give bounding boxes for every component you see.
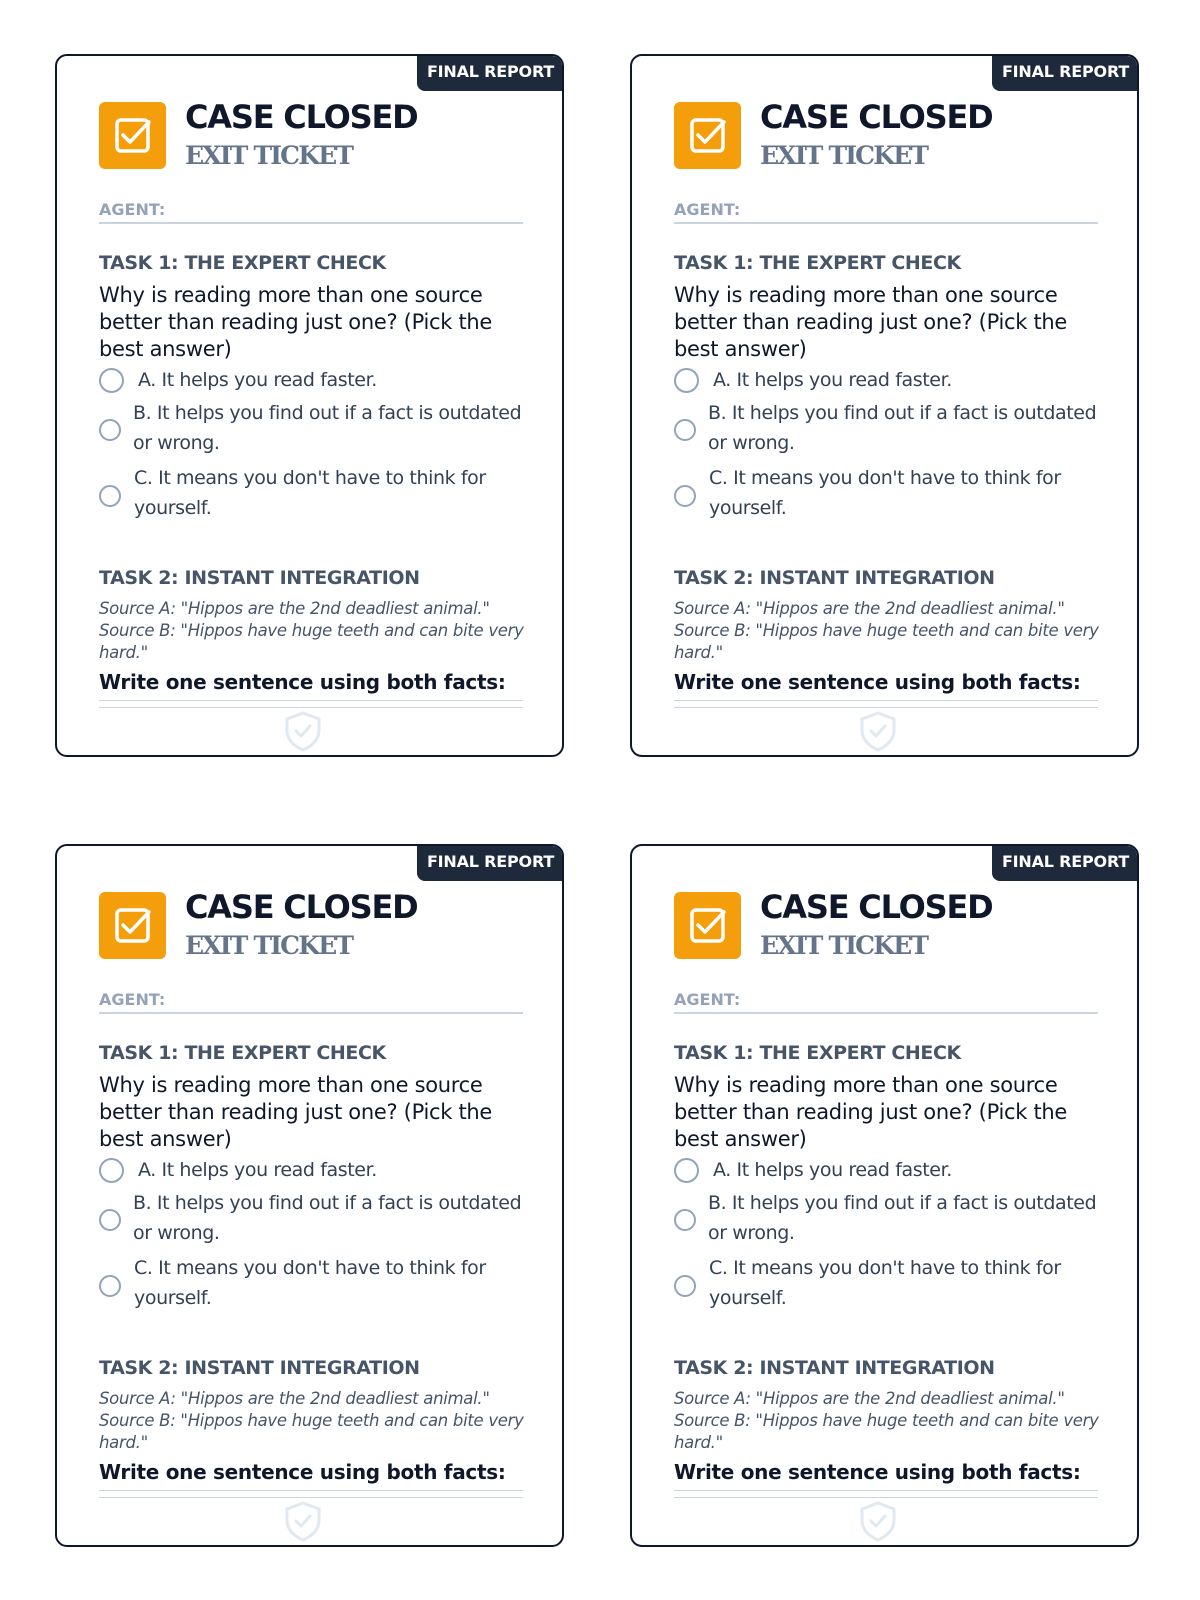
exit-ticket-card-1 [55, 54, 564, 757]
ticket-title: CASE CLOSED [760, 888, 993, 926]
agent-label: AGENT: [99, 200, 166, 219]
option-c-label: C. It means you don't have to think for yourself. [134, 1257, 486, 1309]
task2-heading: TASK 2: INSTANT INTEGRATION [99, 567, 420, 589]
agent-name-line[interactable] [674, 222, 1098, 224]
agent-label: AGENT: [674, 990, 741, 1009]
task1-question: Why is reading more than one source better than reading just one? (Pick the best answer) [674, 1073, 1068, 1151]
write-prompt: Write one sentence using both facts: [99, 670, 506, 694]
task1-question: Why is reading more than one source better than reading just one? (Pick the best answer) [99, 1073, 493, 1151]
option-a[interactable] [99, 367, 523, 397]
task1-heading: TASK 1: THE EXPERT CHECK [674, 252, 961, 274]
option-c-label: C. It means you don't have to think for yourself. [134, 467, 486, 519]
option-a-label: A. It helps you read faster. [138, 369, 377, 391]
radio-option-b[interactable] [674, 419, 696, 441]
option-a[interactable] [674, 367, 1098, 397]
task2-heading: TASK 2: INSTANT INTEGRATION [674, 1357, 995, 1379]
answer-line[interactable] [674, 1497, 1098, 1498]
radio-option-a[interactable] [99, 368, 124, 393]
checkbox-icon [99, 892, 166, 959]
ticket-subtitle: EXIT TICKET [760, 931, 928, 960]
final-report-ribbon: FINAL REPORT [417, 844, 564, 881]
shield-check-icon [283, 1500, 323, 1542]
option-c[interactable] [99, 1253, 523, 1313]
ticket-title: CASE CLOSED [185, 888, 418, 926]
task1-heading: TASK 1: THE EXPERT CHECK [99, 1042, 386, 1064]
ticket-title: CASE CLOSED [760, 98, 993, 136]
option-a-label: A. It helps you read faster. [138, 1159, 377, 1181]
radio-option-b[interactable] [99, 1209, 121, 1231]
radio-option-a[interactable] [99, 1158, 124, 1183]
answer-line[interactable] [674, 707, 1098, 708]
sources-block [674, 598, 1104, 664]
answer-line[interactable] [99, 707, 523, 708]
task1-heading: TASK 1: THE EXPERT CHECK [674, 1042, 961, 1064]
agent-name-line[interactable] [674, 1012, 1098, 1014]
source-a: Source A: "Hippos are the 2nd deadliest animal." [99, 1389, 490, 1408]
option-a-label: A. It helps you read faster. [713, 369, 952, 391]
radio-option-a[interactable] [674, 368, 699, 393]
task1-question: Why is reading more than one source better than reading just one? (Pick the best answer) [674, 283, 1068, 361]
option-b[interactable] [99, 1188, 523, 1248]
option-b[interactable] [99, 398, 523, 458]
shield-check-icon [858, 1500, 898, 1542]
final-report-ribbon: FINAL REPORT [417, 54, 564, 91]
option-b-label: B. It helps you find out if a fact is outdated or wrong. [133, 402, 522, 454]
option-b-label: B. It helps you find out if a fact is outdated or wrong. [708, 402, 1097, 454]
answer-line[interactable] [99, 1490, 523, 1491]
sources-block [99, 598, 529, 664]
option-b[interactable] [674, 398, 1098, 458]
ticket-subtitle: EXIT TICKET [760, 141, 928, 170]
option-a-label: A. It helps you read faster. [713, 1159, 952, 1181]
checkbox-icon [674, 102, 741, 169]
option-b-label: B. It helps you find out if a fact is outdated or wrong. [708, 1192, 1097, 1244]
agent-label: AGENT: [99, 990, 166, 1009]
agent-name-line[interactable] [99, 222, 523, 224]
source-a: Source A: "Hippos are the 2nd deadliest animal." [674, 1389, 1065, 1408]
ticket-subtitle: EXIT TICKET [185, 931, 353, 960]
shield-check-icon [858, 710, 898, 752]
source-a: Source A: "Hippos are the 2nd deadliest animal." [99, 599, 490, 618]
answer-line[interactable] [99, 700, 523, 701]
write-prompt: Write one sentence using both facts: [674, 670, 1081, 694]
option-c[interactable] [99, 463, 523, 523]
exit-ticket-card-4 [630, 844, 1139, 1547]
option-c[interactable] [674, 1253, 1098, 1313]
shield-check-icon [283, 710, 323, 752]
task2-heading: TASK 2: INSTANT INTEGRATION [99, 1357, 420, 1379]
task1-question: Why is reading more than one source better than reading just one? (Pick the best answer) [99, 283, 493, 361]
checkbox-icon [674, 892, 741, 959]
ticket-title: CASE CLOSED [185, 98, 418, 136]
option-c-label: C. It means you don't have to think for yourself. [709, 467, 1061, 519]
option-c-label: C. It means you don't have to think for yourself. [709, 1257, 1061, 1309]
task2-heading: TASK 2: INSTANT INTEGRATION [674, 567, 995, 589]
radio-option-c[interactable] [674, 1275, 696, 1297]
radio-option-c[interactable] [99, 485, 121, 507]
source-b: Source B: "Hippos have huge teeth and can bite very hard." [99, 621, 524, 662]
radio-option-c[interactable] [99, 1275, 121, 1297]
final-report-ribbon: FINAL REPORT [992, 844, 1139, 881]
source-a: Source A: "Hippos are the 2nd deadliest animal." [674, 599, 1065, 618]
answer-line[interactable] [674, 1490, 1098, 1491]
exit-ticket-card-2 [630, 54, 1139, 757]
radio-option-b[interactable] [674, 1209, 696, 1231]
source-b: Source B: "Hippos have huge teeth and can bite very hard." [674, 1411, 1099, 1452]
ticket-subtitle: EXIT TICKET [185, 141, 353, 170]
radio-option-a[interactable] [674, 1158, 699, 1183]
option-a[interactable] [674, 1157, 1098, 1187]
answer-line[interactable] [99, 1497, 523, 1498]
source-b: Source B: "Hippos have huge teeth and can bite very hard." [674, 621, 1099, 662]
option-b-label: B. It helps you find out if a fact is outdated or wrong. [133, 1192, 522, 1244]
agent-name-line[interactable] [99, 1012, 523, 1014]
write-prompt: Write one sentence using both facts: [99, 1460, 506, 1484]
checkbox-icon [99, 102, 166, 169]
task1-heading: TASK 1: THE EXPERT CHECK [99, 252, 386, 274]
option-a[interactable] [99, 1157, 523, 1187]
option-c[interactable] [674, 463, 1098, 523]
radio-option-b[interactable] [99, 419, 121, 441]
answer-line[interactable] [674, 700, 1098, 701]
sources-block [674, 1388, 1104, 1454]
option-b[interactable] [674, 1188, 1098, 1248]
write-prompt: Write one sentence using both facts: [674, 1460, 1081, 1484]
sources-block [99, 1388, 529, 1454]
radio-option-c[interactable] [674, 485, 696, 507]
final-report-ribbon: FINAL REPORT [992, 54, 1139, 91]
exit-ticket-card-3 [55, 844, 564, 1547]
source-b: Source B: "Hippos have huge teeth and can bite very hard." [99, 1411, 524, 1452]
agent-label: AGENT: [674, 200, 741, 219]
